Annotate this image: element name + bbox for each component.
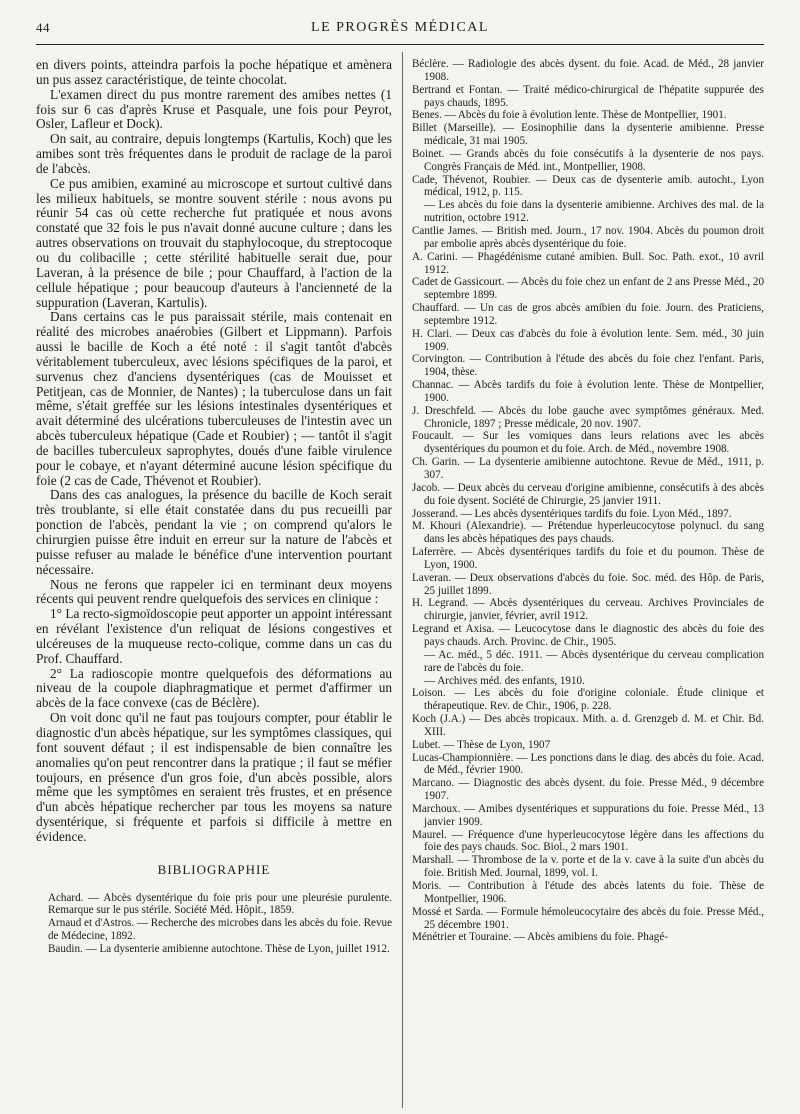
bibliography-entry: Corvington. — Contribution à l'étude des abcès du foie chez l'enfant. Paris, 1904, thèse. [412, 353, 764, 379]
bibliography-entry: Boinet. — Grands abcès du foie consécutifs à la dysenterie de nos pays. Congrès Français de Méd. int., Montpellier, 1908. [412, 147, 764, 173]
bibliography-entry: — Archives méd. des enfants, 1910. [424, 674, 585, 687]
bibliography-entry: Loison. — Les abcès du foie d'origine coloniale. Étude clinique et thérapeutique. Rev. de Chir., 1906, p. 228. [412, 687, 764, 713]
page-number: 44 [36, 20, 50, 35]
bibliography-entry: Legrand et Axisa. — Leucocytose dans le diagnostic des abcès du foie des pays chauds. Arch. Provinc. de Chir., 1905. [412, 623, 764, 648]
bibliography-entry: Chauffard. — Un cas de gros abcès amibien du foie. Journ. des Praticiens, septembre 1912. [412, 302, 764, 327]
left-column [36, 58, 392, 1108]
paragraph: On voit donc qu'il ne faut pas toujours compter, pour établir le diagnostic d'un abcès hépatique, sur les symptômes classiques, qui font souvent défaut ; il est indispensable de bien connaître les anomalies qu'on peut rencontrer dans la pratique ; il faut se méfier toujours, en présence d'un gros foie, d'un abcès possible, alors même que les symptômes en seraient très frustes, et en présence d'un abcès hépatique rechercher par tous les moyens sa nature dysentérique, si fréquente et parfois si difficile à mettre en évidence. [36, 710, 392, 844]
bibliography-entry: Marcano. — Diagnostic des abcès dysent. du foie. Presse Méd., 9 décembre 1907. [412, 777, 764, 803]
paragraph: L'examen direct du pus montre rarement des amibes nettes (1 fois sur 6 cas d'après Kruse et Pasquale, une fois pour Peyrot, Osler, Lafleur et Dock). [36, 86, 392, 132]
bibliography-entry: Cantlie James. — British med. Journ., 17 nov. 1904. Abcès du poumon droit par embolie après abcès dysentérique du foie. [412, 224, 764, 250]
bibliography-entry: Achard. — Abcès dysentérique du foie pris pour une pleurésie purulente. Remarque sur le pus stérile. Société Méd. Hôpit., 1859. [48, 891, 392, 917]
bibliography-entry: Channac. — Abcès tardifs du foie à évolution lente. Thèse de Montpellier, 1900. [412, 379, 764, 404]
bibliography-entry: Benes. — Abcès du foie à évolution lente. Thèse de Montpellier, 1901. [412, 109, 727, 122]
bibliography-entry: Baudin. — La dysenterie amibienne autochtone. Thèse de Lyon, juillet 1912. [48, 942, 390, 955]
bibliography-entry: Bertrand et Fontan. — Traité médico-chirurgical de l'hépatite suppurée des pays chauds, 1895. [412, 83, 764, 109]
column-divider [402, 52, 403, 1108]
bibliography-entry: — Les abcès du foie dans la dysenterie amibienne. Archives des mal. de la nutrition, octobre 1912. [424, 199, 764, 225]
bibliography-entry: Lubet. — Thèse de Lyon, 1907 [412, 738, 551, 751]
paragraph: en divers points, atteindra parfois la poche hépatique et amènera un pus assez caractéristique, de teinte chocolat. [36, 58, 392, 87]
header-rule [36, 44, 764, 45]
paragraph: 2° La radioscopie montre quelquefois des déformations au niveau de la coupole diaphragmatique et permet d'affirmer un abcès de la face convexe (cas de Béclère). [36, 665, 392, 711]
paragraph: Dans des cas analogues, la présence du bacille de Koch serait très troublante, si elle était constatée dans du pus recueilli par ponction de l'abcès, pendant la vie ; on comprend qu'alors le chirurgien puisse être induit en erreur sur la nature de l'abcès et puisse refuser au malade le bénéfice d'une intervention pourtant nécessaire. [36, 487, 392, 577]
paragraph: Dans certains cas le pus paraissait stérile, mais contenait en réalité des microbes anaérobies (Gilbert et Lippmann). Parfois aussi le bacille de Koch a été noté : il s'agit tantôt d'abcès véritablement tuberculeux, avec lésions spécifiques de la paroi, et survenus chez d'anciens dysentériques (cas de Mouisset et Petitjean, cas de Monnier, de Nantes) ; la tuberculose dans un fait même, s'était greffée sur les lésions intestinales dysentériques et avait déterminé des ulcérations tuberculeuses de l'intestin avec un abcès tuberculeux hépatique (Cade et Roubier) ; — tantôt il s'agit de bacilles tuberculeux saprophytes, doués d'une faible virulence pour le cobaye, et n'ayant déterminé aucune lésion spécifique du foie (2 cas de Cade, Thévenot et Roubier). [36, 309, 392, 488]
bibliography-entry: Ménétrier et Touraine. — Abcès amibiens du foie. Phagé- [412, 931, 668, 944]
bibliography-entry: H. Clari. — Deux cas d'abcès du foie à évolution lente. Sem. méd., 30 juin 1909. [412, 327, 764, 353]
journal-title: LE PROGRÈS MÉDICAL [311, 20, 489, 35]
bibliography-entry: Josserand. — Les abcès dysentériques tardifs du foie. Lyon Méd., 1897. [412, 507, 732, 520]
bibliography-entry: A. Carini. — Phagédénisme cutané amibien. Bull. Soc. Path. exot., 10 avril 1912. [412, 250, 764, 276]
paragraph: On sait, au contraire, depuis longtemps (Kartulis, Koch) que les amibes sont très fréquentes dans le produit de raclage de la paroi de l'abcès. [36, 131, 392, 176]
bibliography-entry: J. Dreschfeld. — Abcès du lobe gauche avec symptômes généraux. Med. Chronicle, 1897 ; Presse médicale, 20 nov. 1907. [412, 404, 764, 430]
bibliography-heading: BIBLIOGRAPHIE [157, 861, 271, 877]
bibliography-entry: H. Legrand. — Abcès dysentériques du cerveau. Archives Provinciales de chirurgie, janvier, février, avril 1912. [412, 597, 764, 623]
bibliography-entry: Cade, Thévenot, Roubier. — Deux cas de dysenterie amib. autocht., Lyon médical, 1912, p. 115. [412, 173, 764, 199]
bibliography-entry: Billet (Marseille). — Eosinophilie dans la dysenterie amibienne. Presse médicale, 31 mai 1905. [412, 122, 764, 148]
bibliography-entry: Ch. Garin. — La dysenterie amibienne autochtone. Revue de Méd., 1911, p. 307. [412, 456, 764, 481]
bibliography-entry: Laveran. — Deux observations d'abcès du foie. Soc. méd. des Hôp. de Paris, 25 juillet 1899. [412, 571, 764, 597]
bibliography-entry: Maurel. — Fréquence d'une hyperleucocytose légère dans les affections du foie des pays chauds. Soc. Biol., 2 mars 1901. [412, 828, 764, 854]
right-column [412, 58, 764, 1108]
bibliography-entry: Marshall. — Thrombose de la v. porte et de la v. cave à la suite d'un abcès du foie. British Med. Journal, 1899, vol. I. [412, 854, 764, 880]
bibliography-entry: Laferrère. — Abcès dysentériques tardifs du foie et du poumon. Thèse de Lyon, 1900. [412, 546, 764, 571]
bibliography-entry: Lucas-Championnière. — Les ponctions dans le diag. des abcès du foie. Acad. de Méd., février 1900. [412, 751, 764, 777]
paragraph: 1° La recto-sigmoïdoscopie peut apporter un appoint intéressant en révélant l'existence d'un reliquat de lésions congestives et ulcéreuses de la muqueuse recto-colique, comme dans un cas du Prof. Chauffard. [36, 606, 392, 666]
bibliography-entry: Arnaud et d'Astros. — Recherche des microbes dans les abcès du foie. Revue de Médecine, 1892. [48, 917, 392, 943]
paragraph: Nous ne ferons que rappeler ici en terminant deux moyens récents qui peuvent rendre quelquefois des services en clinique : [36, 576, 392, 607]
bibliography-entry: Foucault. — Sur les vomiques dans leurs relations avec les abcès dysentériques du poumon et du foie. Arch. de Méd., novembre 1908. [412, 430, 764, 456]
bibliography-entry: Mossé et Sarda. — Formule hémoleucocytaire des abcès du foie. Presse Méd., 25 décembre 1901. [412, 905, 764, 931]
bibliography-entry: Moris. — Contribution à l'étude des abcès latents du foie. Thèse de Montpellier, 1906. [412, 880, 764, 905]
bibliography-entry: M. Khouri (Alexandrie). — Prétendue hyperleucocytose polynucl. du sang dans les abcès hépatiques des pays chauds. [412, 520, 764, 546]
bibliography-entry: Cadet de Gassicourt. — Abcès du foie chez un enfant de 2 ans Presse Méd., 20 septembre 1899. [412, 276, 764, 302]
page-header [36, 20, 764, 42]
bibliography-entry: Jacob. — Deux abcès du cerveau d'origine amibienne, consécutifs à des abcès du foie dysent. Société de Chirurgie, 25 janvier 1911. [412, 481, 764, 507]
bibliography-entry: — Ac. méd., 5 déc. 1911. — Abcès dysentérique du cerveau complication rare de l'abcès du foie. [424, 648, 764, 674]
bibliography-entry: Marchoux. — Amibes dysentériques et suppurations du foie. Presse Méd., 13 janvier 1909. [412, 802, 764, 828]
bibliography-entry: Koch (J.A.) — Des abcès tropicaux. Mith. a. d. Grenzgeb d. M. et Chir. Bd. XIII. [412, 713, 764, 738]
bibliography-entry: Béclère. — Radiologie des abcès dysent. du foie. Acad. de Méd., 28 janvier 1908. [412, 58, 764, 83]
paragraph: Ce pus amibien, examiné au microscope et surtout cultivé dans les milieux habituels, se montre souvent stérile : nous avons pu réunir 54 cas où cette recherche fut pratiquée et nous avons constaté que 32 fois le pus n'avait donné aucune culture ; dans les autres observations on trouvait du staphylocoque, du streptocoque ou du colibacille ; cette stérilité habituelle serait due, pour Laveran, à la présence de bile ; pour Chauffard, à l'action de la cellule hépatique ; pour beaucoup d'auteurs à l'ancienneté de la suppuration (Laveran, Kartulis). [36, 175, 392, 310]
bibliography-list-left [36, 892, 392, 956]
